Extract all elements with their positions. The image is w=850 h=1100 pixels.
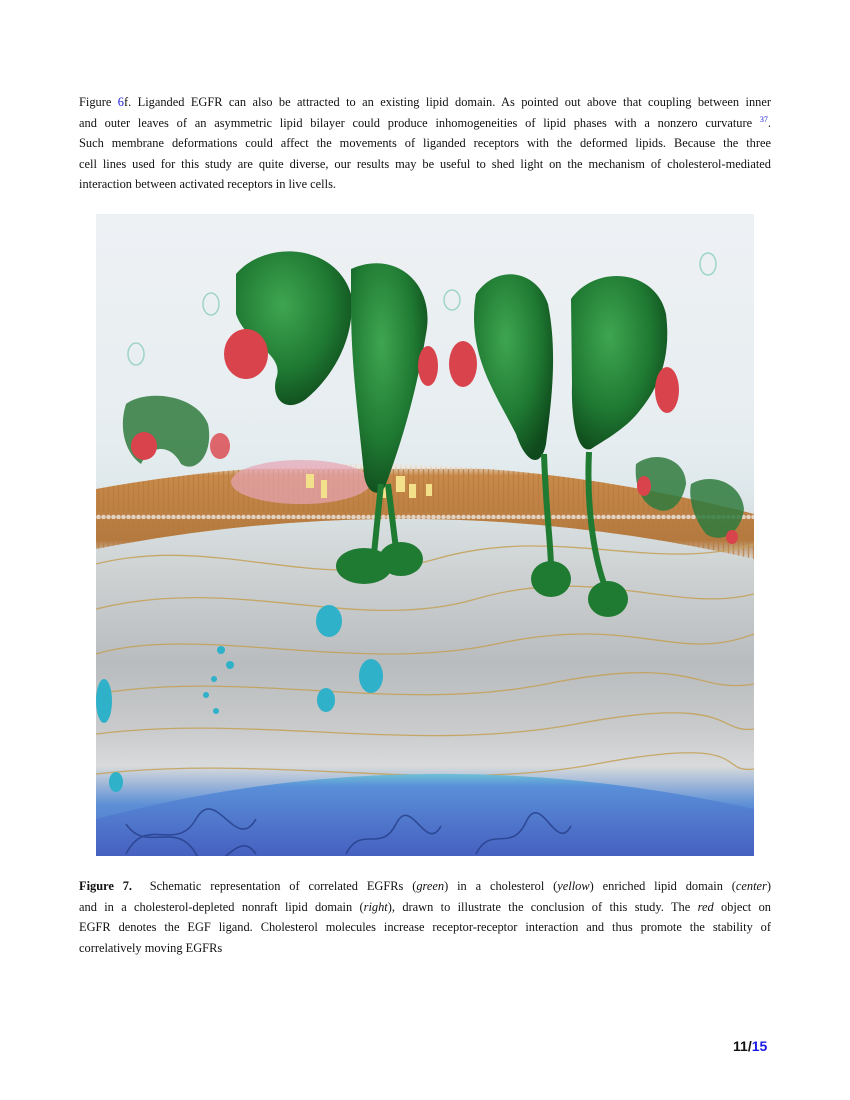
paragraph-line-2: and outer leaves of an asymmetric lipid bilayer could produce inhomogeneities of lipid phases with a nonzero curvature $^{37}$.	[79, 114, 771, 130]
total-pages-link[interactable]: 15	[751, 1038, 768, 1054]
figure-label: Figure 7.	[79, 879, 133, 893]
figure-caption	[79, 876, 771, 958]
caption-line-4: correlatively moving EGFRs	[79, 940, 223, 955]
caption-line-1: Figure 7. Schematic representation of correlated EGFRs (green) in a cholesterol (yellow) enriched lipid domain (center)	[79, 879, 771, 893]
paragraph-line-5: interaction between activated receptors in live cells.	[79, 177, 336, 192]
egfr-membrane-illustration	[96, 214, 754, 856]
figure-7-illustration	[96, 214, 754, 856]
body-paragraph	[79, 92, 771, 195]
paragraph-line-1: Figure 6f. Liganded EGFR can also be attracted to an existing lipid domain. As pointed out above that coupling between inner	[79, 95, 771, 109]
page-number: 11/15	[733, 1038, 768, 1054]
paragraph-line-4: cell lines used for this study are quite diverse, our results may be useful to shed light on the mechanism of cholesterol-mediated	[79, 156, 771, 171]
current-page: 11	[733, 1038, 748, 1054]
figure-reference-link[interactable]: 6	[117, 95, 124, 109]
caption-line-3: EGFR denotes the EGF ligand. Cholesterol molecules increase receptor-receptor interaction and thus promote the stability of	[79, 920, 771, 935]
paragraph-line-3: Such membrane deformations could affect the movements of liganded receptors with the deformed lipids. Because the three	[79, 136, 771, 151]
citation-link[interactable]: 37	[759, 114, 768, 124]
caption-line-2: and in a cholesterol-depleted nonraft lipid domain (right), drawn to illustrate the conclusion of this study. The red object on	[79, 899, 771, 914]
